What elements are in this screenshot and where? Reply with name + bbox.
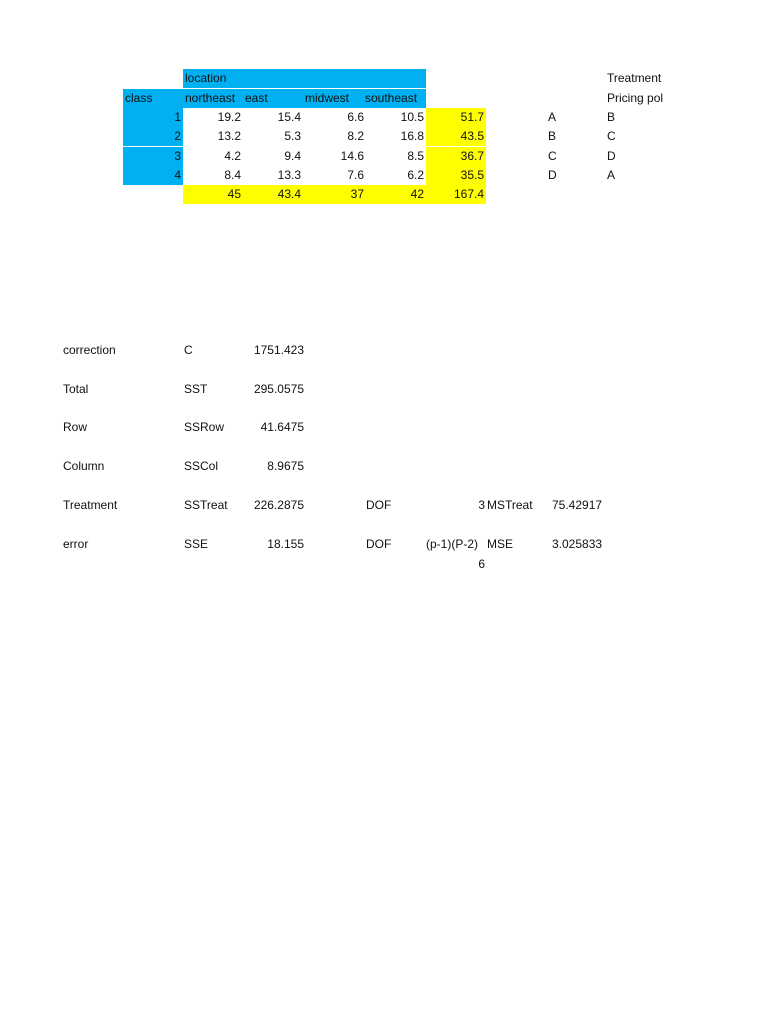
- latin-square-letter: A: [548, 110, 557, 124]
- column-header-northeast: northeast: [183, 89, 243, 108]
- latin-square-letter: D: [548, 168, 557, 182]
- stat-symbol: SST: [184, 382, 208, 396]
- row-total: 43.5: [426, 127, 486, 146]
- latin-square-letter: B: [548, 129, 557, 143]
- stat-label-correction: correction: [63, 343, 116, 357]
- table-cell: 6.2: [407, 168, 424, 182]
- pricing-letter: D: [607, 149, 616, 163]
- table-cell: 14.6: [340, 149, 364, 163]
- pricing-header: Pricing pol: [607, 91, 664, 105]
- ms-value: 75.42917: [552, 498, 603, 512]
- column-total: 43.4: [243, 185, 303, 204]
- dof-value: 3: [478, 498, 485, 512]
- table-cell: 13.2: [217, 129, 241, 143]
- pricing-letter: C: [607, 129, 616, 143]
- stat-value: 1751.423: [253, 343, 304, 357]
- table-cell: 10.5: [400, 110, 424, 124]
- row-total: 36.7: [426, 147, 486, 166]
- stat-value: 41.6475: [260, 420, 304, 434]
- class-cell: 2: [123, 127, 183, 146]
- column-total: 37: [303, 185, 366, 204]
- stat-symbol: C: [184, 343, 193, 357]
- class-cell: 4: [123, 166, 183, 185]
- pricing-letter: A: [607, 168, 616, 182]
- column-header-midwest: midwest: [303, 89, 363, 108]
- treatment-header: Treatment: [607, 71, 662, 85]
- table-cell: 16.8: [400, 129, 424, 143]
- class-header: class: [123, 89, 183, 108]
- table-cell: 5.3: [284, 129, 301, 143]
- stat-symbol: SSTreat: [184, 498, 228, 512]
- stat-label-error: error: [63, 537, 89, 551]
- column-total: 42: [366, 185, 426, 204]
- ms-label: MSTreat: [487, 498, 533, 512]
- stat-value: 226.2875: [253, 498, 304, 512]
- class-header-left-fill: [123, 69, 183, 88]
- stat-value: 8.9675: [267, 459, 304, 473]
- row-total: 51.7: [426, 108, 486, 127]
- table-cell: 7.6: [347, 168, 364, 182]
- column-total: 45: [183, 185, 243, 204]
- table-cell: 8.5: [407, 149, 424, 163]
- class-cell: 3: [123, 147, 183, 166]
- stat-label-treatment: Treatment: [63, 498, 118, 512]
- stat-label-column: Column: [63, 459, 105, 473]
- table-cell: 9.4: [284, 149, 301, 163]
- stat-value: 18.155: [267, 537, 304, 551]
- stat-value: 295.0575: [253, 382, 304, 396]
- column-header-southeast: southeast: [363, 89, 426, 108]
- table-cell: 8.4: [224, 168, 241, 182]
- table-cell: 4.2: [224, 149, 241, 163]
- table-cell: 13.3: [277, 168, 301, 182]
- dof-label: DOF: [366, 498, 392, 512]
- table-cell: 8.2: [347, 129, 364, 143]
- latin-square-letter: C: [548, 149, 557, 163]
- ms-value: 3.025833: [552, 537, 603, 551]
- table-cell: 19.2: [217, 110, 241, 124]
- location-header: location: [183, 69, 426, 88]
- table-cell: 6.6: [347, 110, 364, 124]
- stat-label-row: Row: [63, 420, 88, 434]
- dof-label: DOF: [366, 537, 392, 551]
- dof-result: 6: [478, 557, 485, 571]
- stat-label-total: Total: [63, 382, 89, 396]
- stat-symbol: SSE: [184, 537, 209, 551]
- stat-symbol: SSCol: [184, 459, 219, 473]
- dof-formula: (p-1)(P-2): [426, 537, 479, 551]
- row-total: 35.5: [426, 166, 486, 185]
- column-header-east: east: [243, 89, 303, 108]
- ms-label: MSE: [487, 537, 514, 551]
- stat-symbol: SSRow: [184, 420, 225, 434]
- table-cell: 15.4: [277, 110, 301, 124]
- grand-total: 167.4: [426, 185, 486, 204]
- pricing-letter: B: [607, 110, 616, 124]
- class-cell: 1: [123, 108, 183, 127]
